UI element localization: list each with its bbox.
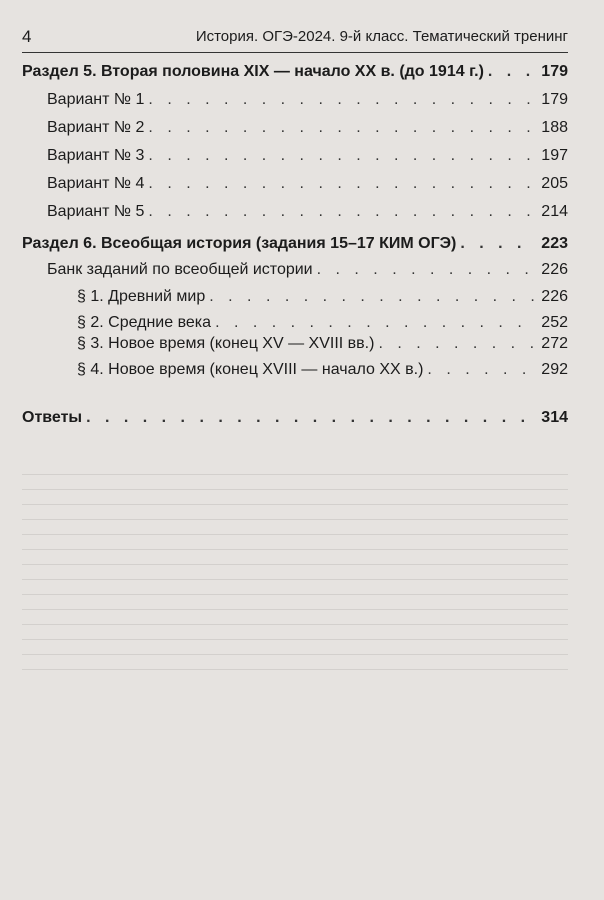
dot-leader (427, 358, 535, 382)
toc-entry-variant-5[interactable] (22, 200, 568, 224)
toc-entry-para-4[interactable] (22, 358, 568, 382)
toc-entry-para-3[interactable] (22, 332, 568, 356)
page-number: 4 (22, 27, 32, 46)
toc-entry-section-6[interactable] (22, 232, 568, 256)
toc-entry-page: 179 (541, 91, 568, 108)
toc-entry-variant-4[interactable] (22, 172, 568, 196)
dot-leader (488, 60, 535, 84)
toc-entry-label: § 3. Новое время (конец XV — XVIII вв.) (77, 335, 375, 352)
toc-entry-page: 314 (541, 409, 568, 426)
dot-leader (148, 88, 535, 112)
toc-entry-variant-3[interactable] (22, 144, 568, 168)
dot-leader (460, 232, 535, 256)
dot-leader (378, 332, 535, 356)
toc-entry-page: 188 (541, 119, 568, 136)
toc-entry-page: 292 (541, 361, 568, 378)
dot-leader (148, 116, 535, 140)
toc-entry-page: 179 (541, 63, 568, 80)
toc-entry-label: Банк заданий по всеобщей истории (47, 261, 313, 278)
dot-leader (148, 200, 535, 224)
toc-entry-label: Ответы (22, 409, 83, 426)
toc-entry-page: 226 (541, 288, 568, 305)
toc-entry-page: 205 (541, 175, 568, 192)
page-header (22, 22, 568, 53)
toc-entry-variant-1[interactable] (22, 88, 568, 112)
running-title: История. ОГЭ-2024. 9-й класс. Тематический тренинг (195, 28, 568, 45)
toc-entry-label: Раздел 6. Всеобщая история (задания 15–17 КИМ ОГЭ) (22, 235, 457, 252)
toc-entry-page: 272 (541, 335, 568, 352)
toc-entry-answers[interactable] (22, 406, 568, 430)
toc-entry-label: Вариант № 2 (47, 119, 145, 136)
dot-leader (148, 172, 535, 196)
dot-leader (209, 285, 535, 309)
toc-entry-task-bank[interactable] (22, 258, 568, 282)
toc-entry-label: Раздел 5. Вторая половина XIX — начало XX в. (до 1914 г.) (22, 63, 484, 80)
toc-entry-page: 226 (541, 261, 568, 278)
toc-entry-page: 214 (541, 203, 568, 220)
dot-leader (148, 144, 535, 168)
toc-entry-page: 252 (541, 314, 568, 331)
toc-entry-label: Вариант № 5 (47, 203, 145, 220)
dot-leader (86, 406, 535, 430)
show-through-background (22, 460, 568, 890)
toc-entry-page: 223 (541, 235, 568, 252)
toc-entry-label: Вариант № 1 (47, 91, 145, 108)
toc-entry-label: § 4. Новое время (конец XVIII — начало XX в.) (77, 361, 424, 378)
toc-entry-label: Вариант № 4 (47, 175, 145, 192)
toc-entry-para-1[interactable] (22, 285, 568, 309)
toc-entry-page: 197 (541, 147, 568, 164)
dot-leader (317, 258, 536, 282)
toc-entry-label: § 1. Древний мир (77, 288, 206, 305)
toc-entry-label: Вариант № 3 (47, 147, 145, 164)
toc-entry-section-5[interactable] (22, 60, 568, 84)
toc-entry-label: § 2. Средние века (77, 314, 212, 331)
toc-entry-variant-2[interactable] (22, 116, 568, 140)
